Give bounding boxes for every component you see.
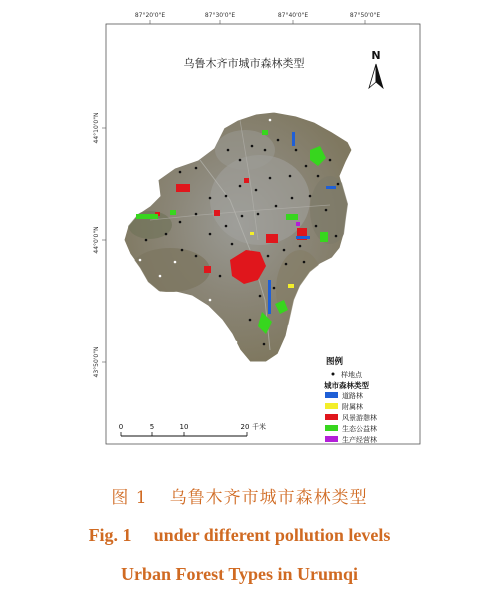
latitude-label: 44°10'0"N xyxy=(93,112,100,144)
figure-caption-en-line2: Urban Forest Types in Urumqi xyxy=(120,564,359,584)
figure-caption-cn xyxy=(0,483,479,508)
legend-swatch-production xyxy=(325,436,338,442)
north-arrow-letter: N xyxy=(371,49,381,62)
scale-bar-tick-label: 20 xyxy=(240,423,250,431)
sample-point-icon xyxy=(332,373,335,376)
figure-caption-en-text: under different pollution levels xyxy=(153,525,391,545)
legend-label-scenic: 风景游憩林 xyxy=(342,414,377,422)
longitude-label: 87°50'0"E xyxy=(349,12,381,19)
graticule-top-ticks xyxy=(150,20,365,24)
latitude-label: 44°0'0"N xyxy=(93,226,100,254)
graticule-left-ticks xyxy=(102,128,106,362)
longitude-label: 87°30'0"E xyxy=(204,12,236,19)
legend-sample-point-label: 样地点 xyxy=(341,371,362,379)
figure-number-en: Fig. 1 xyxy=(88,525,132,545)
figure-title-cn: 乌鲁木齐市城市森林类型 xyxy=(169,488,368,508)
longitude-label: 87°20'0"E xyxy=(134,12,166,19)
legend-category-title: 城市森林类型 xyxy=(324,381,369,390)
map-title: 乌鲁木齐市城市森林类型 xyxy=(183,57,305,70)
legend-label-production: 生产经营林 xyxy=(342,436,377,444)
scale-bar-tick-label: 0 xyxy=(118,423,124,431)
latitude-label: 43°50'0"N xyxy=(93,346,100,378)
legend-swatch-road xyxy=(325,392,338,398)
legend-swatch-attached xyxy=(325,403,338,409)
figure-number-cn: 图 1 xyxy=(111,488,148,508)
legend-swatch-ecological xyxy=(325,425,338,431)
scale-bar-unit: 千米 xyxy=(252,423,266,431)
longitude-label: 87°40'0"E xyxy=(277,12,309,19)
legend-label-ecological: 生态公益林 xyxy=(342,425,377,433)
legend-label-road: 道路林 xyxy=(342,392,363,400)
legend-swatch-scenic xyxy=(325,414,338,420)
forest-patches-production xyxy=(296,222,300,226)
legend-label-attached: 附属林 xyxy=(342,403,363,411)
scale-bar-tick-label: 5 xyxy=(149,423,155,431)
legend-title: 图例 xyxy=(326,357,344,367)
scale-bar-tick-label: 10 xyxy=(179,423,189,431)
figure-caption-en-line1 xyxy=(0,525,479,546)
